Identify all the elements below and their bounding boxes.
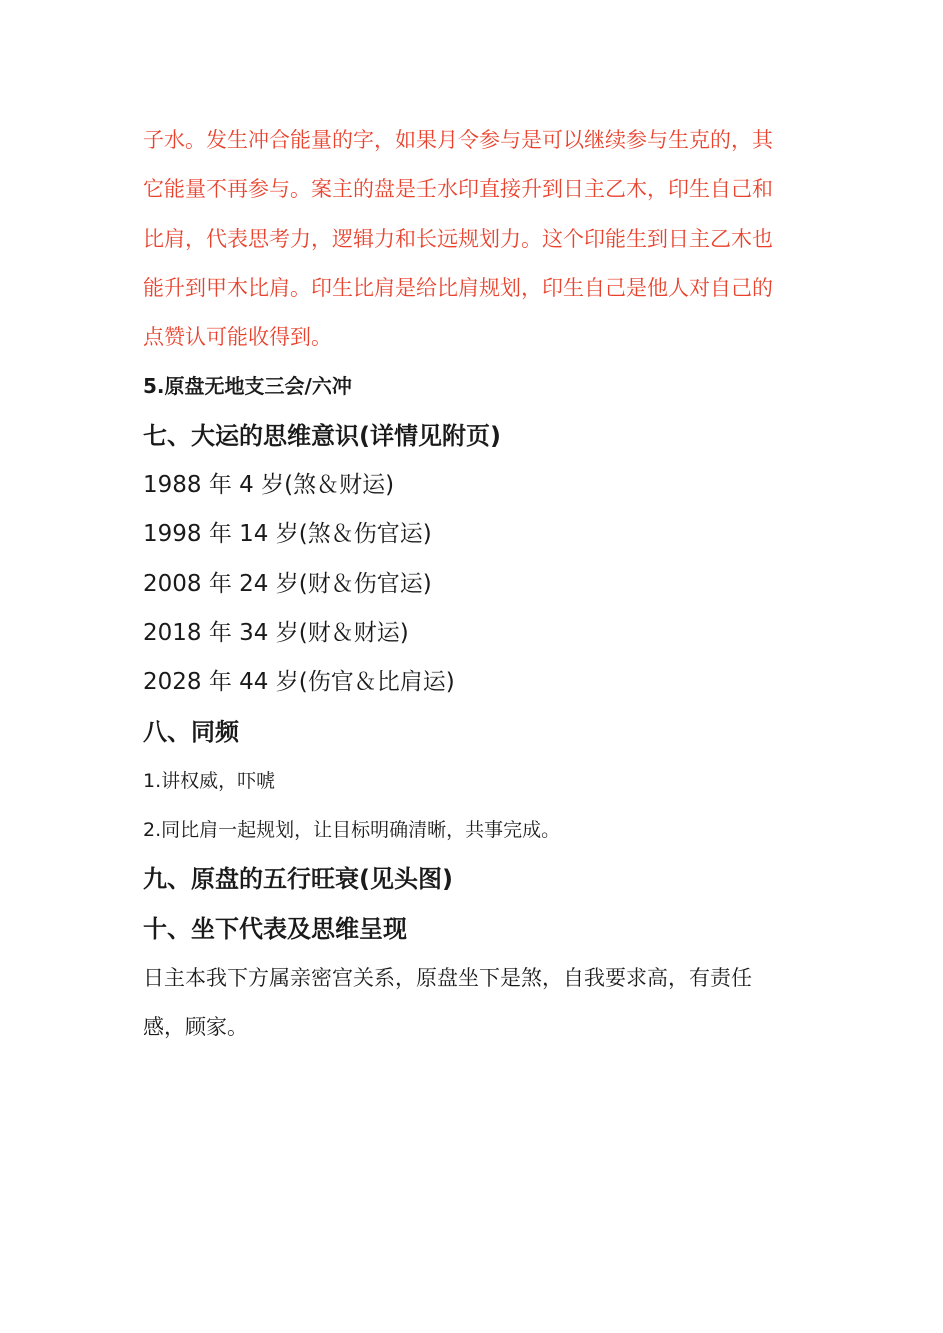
paragraph-line: 点赞认可能收得到。 [143, 325, 332, 350]
list-item: 2.同比肩一起规划，让目标明确清晰，共事完成。 [143, 819, 561, 842]
section-10-heading: 十、坐下代表及思维呈现 [143, 914, 407, 943]
item-5-subheading: 5.原盘无地支三会/六冲 [143, 374, 352, 399]
document-page [143, 116, 808, 1053]
body-text-line: 感，顾家。 [143, 1015, 248, 1040]
luck-period-line: 1988 年 4 岁(煞＆财运) [143, 472, 395, 499]
body-text-line: 日主本我下方属亲密宫关系，原盘坐下是煞，自我要求高，有责任 [143, 966, 752, 991]
section-8-heading: 八、同频 [143, 717, 239, 746]
red-paragraph [143, 116, 808, 362]
paragraph-line: 子水。发生冲合能量的字，如果月令参与是可以继续参与生克的，其 [143, 128, 773, 152]
paragraph-line: 比肩，代表思考力，逻辑力和长远规划力。这个印能生到日主乙木也 [143, 226, 773, 251]
list-item: 1.讲权威，吓唬 [143, 769, 276, 792]
section-7-heading: 七、大运的思维意识(详情见附页) [143, 421, 501, 450]
luck-period-line: 2008 年 24 岁(财＆伤官运) [143, 570, 432, 597]
paragraph-line: 它能量不再参与。案主的盘是壬水印直接升到日主乙木，印生自己和 [143, 177, 773, 202]
luck-period-line: 2018 年 34 岁(财＆财运) [143, 619, 409, 646]
luck-period-line: 1998 年 14 岁(煞＆伤官运) [143, 521, 432, 548]
section-9-heading: 九、原盘的五行旺衰(见头图) [143, 865, 453, 894]
luck-period-line: 2028 年 44 岁(伤官＆比肩运) [143, 669, 455, 696]
paragraph-line: 能升到甲木比肩。印生比肩是给比肩规划，印生自己是他人对自己的 [143, 275, 773, 300]
